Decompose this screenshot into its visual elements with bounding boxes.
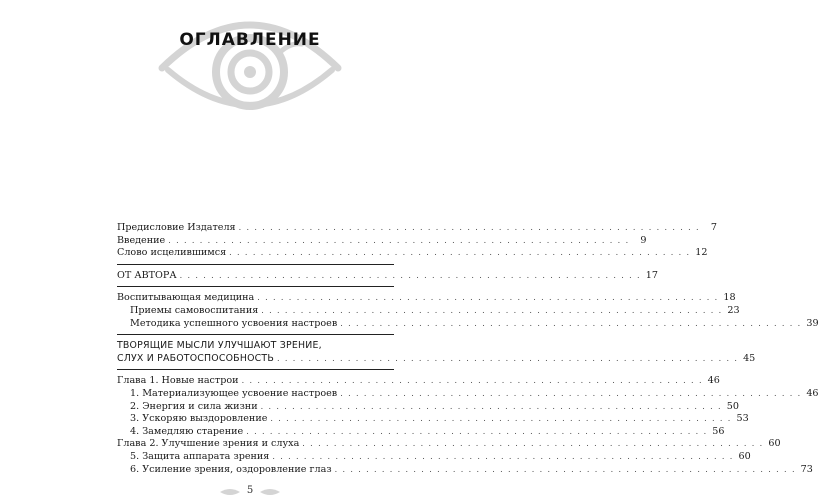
toc-entry-label: 6. Усиление зрения, оздоровление глаз <box>130 463 332 475</box>
toc-entry[interactable] <box>117 413 749 426</box>
toc-entry-page: 56 <box>712 425 725 437</box>
toc-entry[interactable] <box>117 387 819 401</box>
leader-dots: . . . . . . . . . . . . . . . . . . . . . . . . . . . . . . . . . . . . . . . . . . . . . . . . . . . . . . . . . . . <box>340 318 802 328</box>
divider <box>117 264 394 265</box>
toc-entry-page: 46 <box>707 375 720 387</box>
toc-entry-page: 50 <box>726 400 739 412</box>
toc-entry-page: 12 <box>695 247 708 259</box>
divider <box>117 286 394 287</box>
leader-dots: . . . . . . . . . . . . . . . . . . . . . . . . . . . . . . . . . . . . . . . . . . . . . . . . . . . . . . . . . . . <box>276 353 739 363</box>
toc-entry-page: 17 <box>645 269 658 281</box>
leader-dots: . . . . . . . . . . . . . . . . . . . . . . . . . . . . . . . . . . . . . . . . . . . . . . . . . . . . . . . . . . . <box>168 235 630 245</box>
toc-entry-label: Методика успешного усвоения настроев <box>130 317 338 329</box>
toc-entry-page: 73 <box>800 463 813 475</box>
toc-group-medicine <box>117 292 819 330</box>
leader-dots: . . . . . . . . . . . . . . . . . . . . . . . . . . . . . . . . . . . . . . . . . . . . . . . . . . . . . . . . . . . <box>257 293 719 303</box>
toc-entry[interactable] <box>117 400 739 414</box>
toc-entry-page: 53 <box>736 413 749 425</box>
toc-entry[interactable] <box>117 234 647 248</box>
leader-dots: . . . . . . . . . . . . . . . . . . . . . . . . . . . . . . . . . . . . . . . . . . . . . . . . . . . . . . . . . . . <box>229 248 691 258</box>
leader-dots: . . . . . . . . . . . . . . . . . . . . . . . . . . . . . . . . . . . . . . . . . . . . . . . . . . . . . . . . . . . <box>270 414 732 424</box>
toc-entry[interactable] <box>117 450 751 464</box>
toc-entry[interactable] <box>117 375 720 388</box>
footer <box>200 484 300 500</box>
toc-entry-page: 7 <box>710 222 717 233</box>
toc-entry[interactable] <box>117 317 819 331</box>
toc-entry-label: Введение <box>117 234 166 246</box>
toc-entry-page: 39 <box>806 317 819 329</box>
toc-part-heading[interactable] <box>117 340 756 365</box>
toc-entry-label: 2. Энергия и сила жизни <box>130 400 258 412</box>
toc-entry-label: Предисловие Издателя <box>117 222 236 233</box>
toc-entry-label: Глава 1. Новые настрои <box>117 375 239 387</box>
toc-entry[interactable] <box>117 304 740 318</box>
leader-dots: . . . . . . . . . . . . . . . . . . . . . . . . . . . . . . . . . . . . . . . . . . . . . . . . . . . . . . . . . . . <box>179 270 641 280</box>
toc-entry-label: 3. Ускоряю выздоровление <box>130 413 268 425</box>
page-number: 5 <box>246 485 254 496</box>
divider <box>117 369 394 370</box>
leader-dots: . . . . . . . . . . . . . . . . . . . . . . . . . . . . . . . . . . . . . . . . . . . . . . . . . . . . . . . . . . . <box>334 464 796 474</box>
leader-dots: . . . . . . . . . . . . . . . . . . . . . . . . . . . . . . . . . . . . . . . . . . . . . . . . . . . . . . . . . . . <box>302 439 764 449</box>
header <box>150 0 350 140</box>
part-heading-line2: СЛУХ И РАБОТОСПОСОБНОСТЬ <box>117 352 274 364</box>
toc-entry-label: 4. Замедляю старение <box>130 425 244 437</box>
table-of-contents <box>117 222 819 476</box>
toc-entry[interactable] <box>117 247 708 260</box>
page-title: ОГЛАВЛЕНИЕ <box>179 30 321 50</box>
toc-entry[interactable] <box>117 463 813 477</box>
toc-entry-label: Воспитывающая медицина <box>117 292 255 304</box>
toc-entry[interactable] <box>117 222 717 235</box>
part-heading-page: 45 <box>743 352 756 364</box>
toc-entry-label: 1. Материализующее усвоение настроев <box>130 387 338 399</box>
leader-dots: . . . . . . . . . . . . . . . . . . . . . . . . . . . . . . . . . . . . . . . . . . . . . . . . . . . . . . . . . . . <box>246 426 708 436</box>
toc-entry-label: Глава 2. Улучшение зрения и слуха <box>117 438 300 450</box>
leader-dots: . . . . . . . . . . . . . . . . . . . . . . . . . . . . . . . . . . . . . . . . . . . . . . . . . . . . . . . . . . . <box>238 223 700 232</box>
part-heading-line1: ТВОРЯЩИЕ МЫСЛИ УЛУЧШАЮТ ЗРЕНИЕ, <box>117 340 322 352</box>
divider <box>117 334 394 335</box>
leader-dots: . . . . . . . . . . . . . . . . . . . . . . . . . . . . . . . . . . . . . . . . . . . . . . . . . . . . . . . . . . . <box>340 388 802 398</box>
toc-entry-page: 18 <box>723 292 736 304</box>
toc-entry[interactable] <box>117 425 725 439</box>
leader-dots: . . . . . . . . . . . . . . . . . . . . . . . . . . . . . . . . . . . . . . . . . . . . . . . . . . . . . . . . . . . <box>272 451 734 461</box>
leader-dots: . . . . . . . . . . . . . . . . . . . . . . . . . . . . . . . . . . . . . . . . . . . . . . . . . . . . . . . . . . . <box>261 305 723 315</box>
toc-entry-page: 60 <box>738 450 751 462</box>
toc-entry-label: Слово исцелившимся <box>117 247 227 259</box>
toc-entry-page: 9 <box>640 234 647 246</box>
toc-group-chapters <box>117 375 819 476</box>
toc-entry-page: 46 <box>806 387 819 399</box>
leader-dots: . . . . . . . . . . . . . . . . . . . . . . . . . . . . . . . . . . . . . . . . . . . . . . . . . . . . . . . . . . . <box>260 401 722 411</box>
toc-entry[interactable] <box>117 292 736 305</box>
toc-entry-label: Приемы самовоспитания <box>130 304 259 316</box>
toc-entry-label: ОТ АВТОРА <box>117 269 177 281</box>
toc-entry[interactable] <box>117 269 658 283</box>
toc-group-author <box>117 269 658 283</box>
eye-icon <box>150 0 350 140</box>
toc-entry-page: 23 <box>727 304 740 316</box>
leader-dots: . . . . . . . . . . . . . . . . . . . . . . . . . . . . . . . . . . . . . . . . . . . . . . . . . . . . . . . . . . . <box>241 376 703 386</box>
toc-group-preface <box>117 222 717 260</box>
toc-entry[interactable] <box>117 438 781 451</box>
toc-entry-page: 60 <box>768 438 781 450</box>
toc-entry-label: 5. Защита аппарата зрения <box>130 450 270 462</box>
